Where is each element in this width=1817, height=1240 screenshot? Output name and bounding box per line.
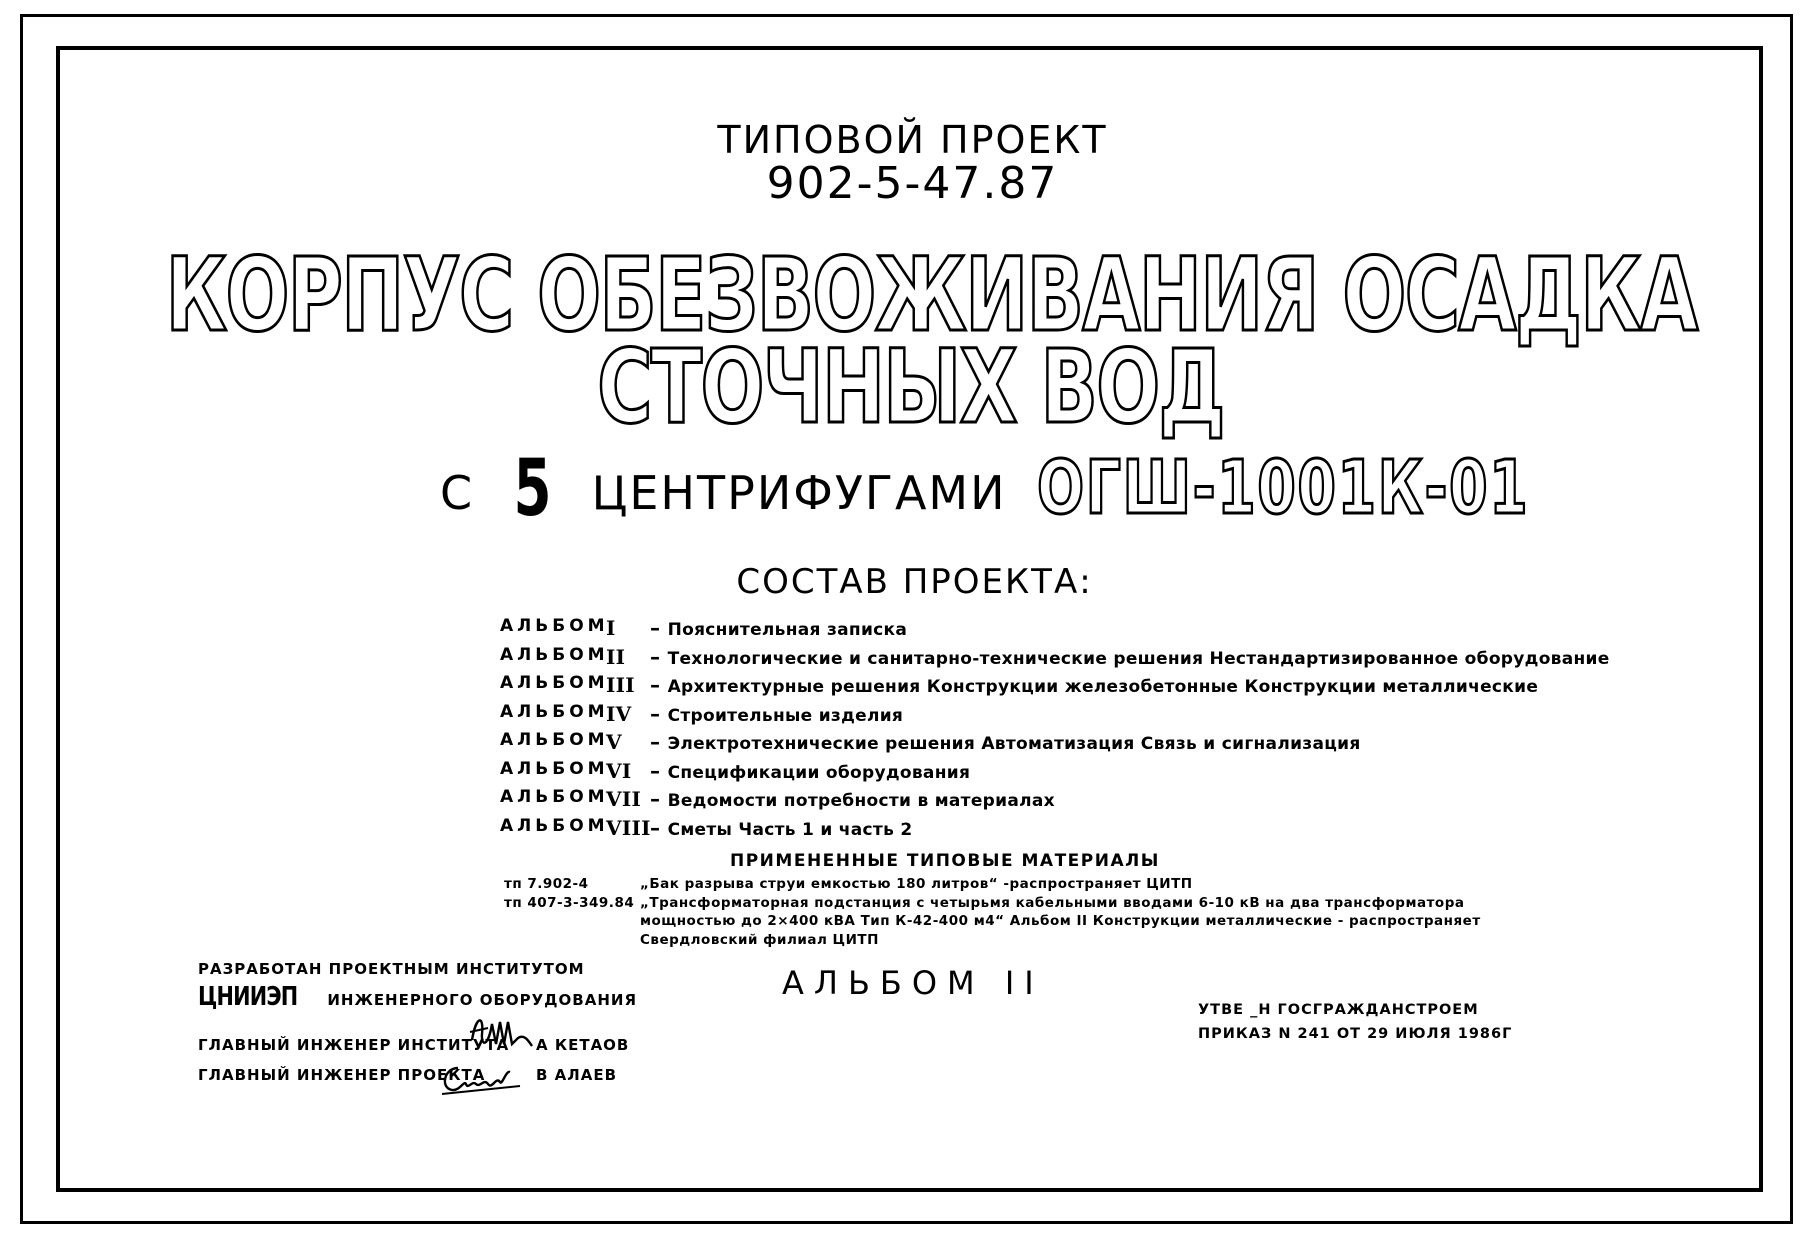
- chief-project-label: ГЛАВНЫЙ ИНЖЕНЕР ПРОЕКТА: [198, 1066, 486, 1084]
- album-number: VII: [606, 787, 642, 811]
- album-row: [500, 730, 1500, 759]
- chief-project-name: В АЛАЕВ: [536, 1066, 618, 1084]
- applied-item-code: тп 407-3-349.84: [504, 895, 635, 911]
- applied-materials-heading: ПРИМЕНЕННЫЕ ТИПОВЫЕ МАТЕРИАЛЫ: [730, 851, 1160, 871]
- developer-org-abbr: ЦНИИЭП: [198, 982, 298, 1012]
- title-line-1: КОРПУС ОБЕЗВОЖИВАНИЯ ОСАДКА: [165, 236, 1697, 355]
- album-word: АЛЬБОМ: [500, 673, 609, 693]
- album-description: – Электротехнические решения Автоматизация Связь и сигнализация: [650, 730, 1361, 754]
- album-label: АЛЬБОМ II: [782, 964, 1044, 1002]
- album-number: VI: [606, 758, 632, 783]
- applied-item-text: мощностью до 2×400 кВА Тип К-42-400 м4“ Альбом II Конструкции металлические - распространяет: [640, 913, 1481, 929]
- album-description: – Архитектурные решения Конструкции железобетонные Конструкции металлические: [650, 673, 1538, 697]
- project-number: 902-5-47.87: [766, 158, 1059, 209]
- album-number: III: [606, 673, 635, 697]
- album-word: АЛЬБОМ: [500, 787, 609, 807]
- album-number: VIII: [606, 815, 651, 840]
- applied-item-code: тп 7.902-4: [504, 876, 589, 892]
- composition-heading: СОСТАВ ПРОЕКТА:: [736, 562, 1093, 602]
- album-word: АЛЬБОМ: [500, 730, 609, 750]
- developer-org-rest: ИНЖЕНЕРНОГО ОБОРУДОВАНИЯ: [327, 991, 637, 1009]
- signature-chief-project: [436, 1060, 526, 1104]
- album-row: [500, 816, 1500, 845]
- developer-org: [198, 982, 637, 1012]
- album-description: – Сметы Часть 1 и часть 2: [650, 816, 912, 840]
- subtitle-prefix: С: [440, 466, 475, 520]
- album-row: [500, 616, 1500, 645]
- approval-line-2: ПРИКАЗ N 241 ОТ 29 ИЮЛЯ 1986Г: [1198, 1026, 1513, 1042]
- project-label: ТИПОВОЙ ПРОЕКТ: [717, 118, 1108, 162]
- album-description: – Строительные изделия: [650, 702, 903, 726]
- approval-line-1: УТВЕ _Н ГОСГРАЖДАНСТРОЕМ: [1198, 1002, 1479, 1018]
- chief-institute-label: ГЛАВНЫЙ ИНЖЕНЕР ИНСТИТУТА: [198, 1036, 510, 1054]
- album-word: АЛЬБОМ: [500, 644, 609, 665]
- album-row: [500, 673, 1539, 702]
- applied-item-text: „Трансформаторная подстанция с четырьмя кабельными вводами 6-10 кВ на два трансформатора: [640, 895, 1465, 911]
- developer-line: РАЗРАБОТАН ПРОЕКТНЫМ ИНСТИТУТОМ: [198, 960, 585, 978]
- album-word: АЛЬБОМ: [500, 758, 609, 779]
- album-description: – Спецификации оборудования: [650, 759, 970, 783]
- album-row: [500, 759, 1500, 788]
- subtitle-count: 5: [513, 444, 553, 534]
- album-description: – Ведомости потребности в материалах: [650, 787, 1055, 811]
- album-number: II: [606, 644, 626, 669]
- applied-item-text: Свердловский филиал ЦИТП: [640, 932, 879, 948]
- album-word: АЛЬБОМ: [500, 815, 609, 836]
- album-list: [500, 616, 1610, 844]
- album-number: IV: [606, 701, 632, 726]
- album-row: [500, 644, 1610, 674]
- album-row: [500, 702, 1500, 731]
- signature-chief-institute: [466, 1010, 536, 1060]
- subtitle-model: ОГШ-1001К-01: [1037, 445, 1530, 531]
- subtitle-mid: ЦЕНТРИФУГАМИ: [591, 466, 1007, 520]
- album-description: – Технологические и санитарно-технические решения Нестандартизированное оборудование: [650, 645, 1610, 669]
- applied-item-text: „Бак разрыва струи емкостью 180 литров“ -распространяет ЦИТП: [640, 876, 1193, 892]
- album-number: I: [606, 616, 616, 640]
- album-row: [500, 787, 1500, 816]
- chief-institute-name: А КЕТАОВ: [536, 1036, 630, 1054]
- album-word: АЛЬБОМ: [500, 701, 609, 722]
- subtitle: [440, 444, 1693, 534]
- title-line-2: СТОЧНЫХ ВОД: [597, 328, 1224, 447]
- album-word: АЛЬБОМ: [500, 616, 609, 636]
- album-description: – Пояснительная записка: [650, 616, 907, 640]
- album-number: V: [606, 730, 622, 754]
